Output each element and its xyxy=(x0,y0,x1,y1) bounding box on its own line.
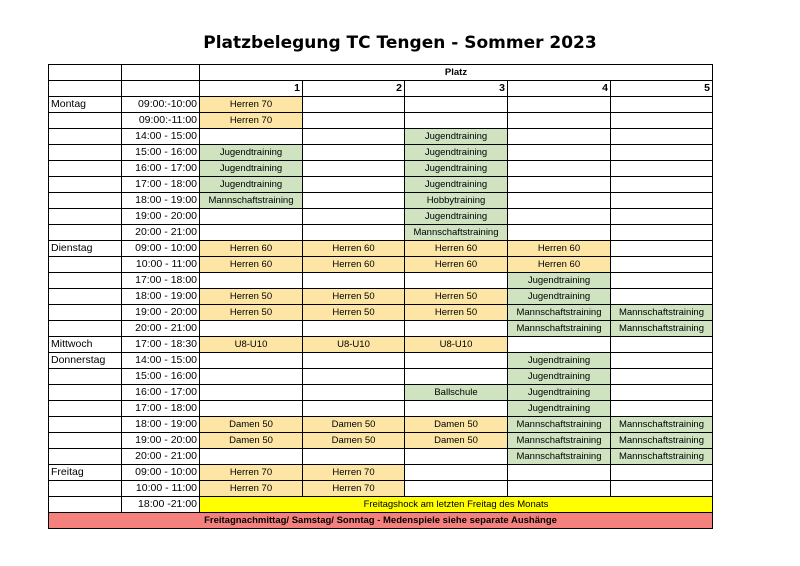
court-slot: Mannschaftstraining xyxy=(508,449,611,465)
freitagshock-notice: Freitagshock am letzten Freitag des Monats xyxy=(200,497,713,513)
court-slot: Mannschaftstraining xyxy=(611,305,713,321)
court-slot: Herren 60 xyxy=(508,241,611,257)
court-slot xyxy=(303,321,405,337)
court-slot xyxy=(303,113,405,129)
court-number: 1 xyxy=(200,81,303,97)
court-slot xyxy=(303,145,405,161)
time-cell: 15:00 - 16:00 xyxy=(122,145,200,161)
day-cell xyxy=(49,161,122,177)
court-slot xyxy=(303,97,405,113)
court-slot: Jugendtraining xyxy=(200,161,303,177)
court-slot: Jugendtraining xyxy=(508,289,611,305)
schedule-row xyxy=(49,417,713,433)
court-slot: Jugendtraining xyxy=(508,369,611,385)
time-cell: 19:00 - 20:00 xyxy=(122,433,200,449)
time-cell: 20:00 - 21:00 xyxy=(122,449,200,465)
court-slot xyxy=(611,401,713,417)
court-slot: Herren 60 xyxy=(303,257,405,273)
court-slot: U8-U10 xyxy=(405,337,508,353)
court-slot xyxy=(611,97,713,113)
day-cell xyxy=(49,113,122,129)
court-slot xyxy=(508,193,611,209)
schedule-row xyxy=(49,465,713,481)
time-cell: 09:00:-11:00 xyxy=(122,113,200,129)
court-slot: Herren 50 xyxy=(405,305,508,321)
time-cell: 17:00 - 18:00 xyxy=(122,401,200,417)
court-slot: Mannschaftstraining xyxy=(611,321,713,337)
court-slot xyxy=(303,161,405,177)
court-slot: Herren 70 xyxy=(303,465,405,481)
day-cell xyxy=(49,225,122,241)
medenspiele-notice: Freitagnachmittag/ Samstag/ Sonntag - Medenspiele siehe separate Aushänge xyxy=(49,513,713,529)
court-slot: Mannschaftstraining xyxy=(508,417,611,433)
court-slot: Damen 50 xyxy=(303,433,405,449)
court-slot xyxy=(200,209,303,225)
day-cell xyxy=(49,273,122,289)
court-slot: Jugendtraining xyxy=(405,129,508,145)
day-cell: Freitag xyxy=(49,465,122,481)
court-slot xyxy=(508,129,611,145)
day-cell: Dienstag xyxy=(49,241,122,257)
court-slot: Herren 50 xyxy=(303,305,405,321)
schedule-row xyxy=(49,241,713,257)
time-cell: 17:00 - 18:00 xyxy=(122,273,200,289)
court-slot xyxy=(303,353,405,369)
court-slot: Mannschaftstraining xyxy=(508,305,611,321)
schedule-row xyxy=(49,449,713,465)
court-slot: Jugendtraining xyxy=(508,353,611,369)
day-cell xyxy=(49,481,122,497)
court-slot xyxy=(508,161,611,177)
court-slot: Mannschaftstraining xyxy=(611,417,713,433)
day-cell xyxy=(49,449,122,465)
court-slot: Mannschaftstraining xyxy=(405,225,508,241)
court-slot xyxy=(303,449,405,465)
schedule-row xyxy=(49,97,713,113)
court-slot: Mannschaftstraining xyxy=(611,449,713,465)
court-slot: Jugendtraining xyxy=(508,401,611,417)
court-slot: Mannschaftstraining xyxy=(508,433,611,449)
court-slot: Jugendtraining xyxy=(405,161,508,177)
court-number: 3 xyxy=(405,81,508,97)
time-cell: 10:00 - 11:00 xyxy=(122,257,200,273)
court-slot xyxy=(405,353,508,369)
court-slot: Jugendtraining xyxy=(405,209,508,225)
page-title: Platzbelegung TC Tengen - Sommer 2023 xyxy=(203,33,597,53)
court-slot xyxy=(200,321,303,337)
court-slot xyxy=(405,465,508,481)
day-cell: Mittwoch xyxy=(49,337,122,353)
court-slot: Damen 50 xyxy=(405,417,508,433)
court-slot: Herren 70 xyxy=(200,113,303,129)
court-slot: Herren 60 xyxy=(405,241,508,257)
time-cell: 20:00 - 21:00 xyxy=(122,321,200,337)
time-cell: 16:00 - 17:00 xyxy=(122,161,200,177)
day-cell xyxy=(49,305,122,321)
court-slot xyxy=(405,449,508,465)
day-cell xyxy=(49,417,122,433)
court-slot xyxy=(508,465,611,481)
court-slot xyxy=(200,353,303,369)
court-slot xyxy=(405,113,508,129)
court-slot: Herren 50 xyxy=(405,289,508,305)
court-slot: Jugendtraining xyxy=(508,273,611,289)
platz-header-row xyxy=(49,65,713,81)
day-cell xyxy=(49,129,122,145)
court-slot xyxy=(611,145,713,161)
court-slot xyxy=(611,113,713,129)
day-cell xyxy=(49,145,122,161)
time-cell: 14:00 - 15:00 xyxy=(122,129,200,145)
time-cell: 18:00 - 19:00 xyxy=(122,289,200,305)
court-slot: Herren 60 xyxy=(508,257,611,273)
day-cell xyxy=(49,497,122,513)
court-slot xyxy=(303,385,405,401)
time-cell: 17:00 - 18:00 xyxy=(122,177,200,193)
schedule-row xyxy=(49,337,713,353)
court-slot: Herren 50 xyxy=(200,289,303,305)
schedule-row xyxy=(49,369,713,385)
court-slot xyxy=(200,129,303,145)
court-slot xyxy=(200,369,303,385)
court-slot xyxy=(611,129,713,145)
court-slot xyxy=(611,369,713,385)
time-cell: 17:00 - 18:30 xyxy=(122,337,200,353)
footer-row xyxy=(49,513,713,529)
court-slot: Herren 70 xyxy=(200,481,303,497)
time-cell: 20:00 - 21:00 xyxy=(122,225,200,241)
court-slot xyxy=(611,209,713,225)
day-cell xyxy=(49,385,122,401)
day-cell xyxy=(49,289,122,305)
court-slot xyxy=(508,145,611,161)
court-slot: Mannschaftstraining xyxy=(508,321,611,337)
schedule-row xyxy=(49,289,713,305)
court-slot: Herren 60 xyxy=(200,257,303,273)
court-slot xyxy=(200,449,303,465)
court-slot xyxy=(508,481,611,497)
court-slot xyxy=(611,273,713,289)
day-cell: Donnerstag xyxy=(49,353,122,369)
day-cell xyxy=(49,177,122,193)
court-slot xyxy=(611,161,713,177)
court-slot: Herren 70 xyxy=(200,465,303,481)
freitag-evening-row xyxy=(49,497,713,513)
schedule-row xyxy=(49,225,713,241)
court-slot xyxy=(303,225,405,241)
court-slot xyxy=(611,193,713,209)
court-number: 2 xyxy=(303,81,405,97)
court-slot xyxy=(303,177,405,193)
court-slot: Herren 60 xyxy=(303,241,405,257)
court-slot xyxy=(303,209,405,225)
court-slot: Mannschaftstraining xyxy=(611,433,713,449)
court-slot xyxy=(611,241,713,257)
court-slot: Damen 50 xyxy=(405,433,508,449)
time-cell: 09:00 - 10:00 xyxy=(122,465,200,481)
court-number-row xyxy=(49,81,713,97)
schedule-row xyxy=(49,401,713,417)
time-cell: 09:00:-10:00 xyxy=(122,97,200,113)
court-slot: Mannschaftstraining xyxy=(200,193,303,209)
day-cell xyxy=(49,193,122,209)
time-cell: 19:00 - 20:00 xyxy=(122,305,200,321)
schedule-row xyxy=(49,353,713,369)
schedule-row xyxy=(49,193,713,209)
court-slot xyxy=(303,193,405,209)
court-slot xyxy=(405,273,508,289)
court-slot xyxy=(611,353,713,369)
court-slot: Herren 60 xyxy=(405,257,508,273)
court-slot: Herren 70 xyxy=(200,97,303,113)
court-slot xyxy=(303,369,405,385)
court-slot xyxy=(508,225,611,241)
court-slot xyxy=(303,129,405,145)
court-slot: Herren 70 xyxy=(303,481,405,497)
court-slot xyxy=(611,289,713,305)
court-slot: U8-U10 xyxy=(200,337,303,353)
day-cell xyxy=(49,257,122,273)
time-cell: 09:00 - 10:00 xyxy=(122,241,200,257)
court-slot xyxy=(508,97,611,113)
court-slot xyxy=(611,177,713,193)
schedule-row xyxy=(49,257,713,273)
schedule-row xyxy=(49,273,713,289)
time-cell: 10:00 - 11:00 xyxy=(122,481,200,497)
time-cell: 16:00 - 17:00 xyxy=(122,385,200,401)
platz-header: Platz xyxy=(200,65,713,81)
court-slot: Herren 50 xyxy=(303,289,405,305)
time-cell: 18:00 -21:00 xyxy=(122,497,200,513)
court-slot xyxy=(508,177,611,193)
schedule-row xyxy=(49,161,713,177)
schedule-row xyxy=(49,129,713,145)
day-cell xyxy=(49,369,122,385)
day-cell xyxy=(49,209,122,225)
day-cell xyxy=(49,401,122,417)
court-slot: Jugendtraining xyxy=(200,145,303,161)
court-slot xyxy=(405,401,508,417)
court-slot xyxy=(405,97,508,113)
court-slot: Damen 50 xyxy=(200,433,303,449)
court-slot xyxy=(611,257,713,273)
court-slot xyxy=(200,273,303,289)
court-slot: Jugendtraining xyxy=(508,385,611,401)
court-slot: Jugendtraining xyxy=(405,145,508,161)
court-slot xyxy=(405,321,508,337)
court-slot xyxy=(200,225,303,241)
schedule-row xyxy=(49,385,713,401)
court-number: 4 xyxy=(508,81,611,97)
court-slot xyxy=(508,209,611,225)
court-slot: Herren 60 xyxy=(200,241,303,257)
schedule-row xyxy=(49,321,713,337)
court-slot xyxy=(405,481,508,497)
court-slot xyxy=(611,337,713,353)
court-slot: U8-U10 xyxy=(303,337,405,353)
day-cell xyxy=(49,321,122,337)
court-slot xyxy=(611,385,713,401)
time-cell: 18:00 - 19:00 xyxy=(122,417,200,433)
schedule-row xyxy=(49,305,713,321)
court-slot xyxy=(611,225,713,241)
court-slot: Herren 50 xyxy=(200,305,303,321)
time-cell: 15:00 - 16:00 xyxy=(122,369,200,385)
schedule-row xyxy=(49,113,713,129)
schedule-row xyxy=(49,177,713,193)
schedule-row xyxy=(49,481,713,497)
schedule-table xyxy=(48,64,713,529)
court-slot: Damen 50 xyxy=(200,417,303,433)
time-cell: 19:00 - 20:00 xyxy=(122,209,200,225)
time-cell: 18:00 - 19:00 xyxy=(122,193,200,209)
court-slot: Hobbytraining xyxy=(405,193,508,209)
schedule-row xyxy=(49,209,713,225)
court-slot xyxy=(200,401,303,417)
court-slot xyxy=(611,465,713,481)
time-cell: 14:00 - 15:00 xyxy=(122,353,200,369)
court-slot xyxy=(405,369,508,385)
court-slot: Jugendtraining xyxy=(200,177,303,193)
court-slot: Damen 50 xyxy=(303,417,405,433)
court-slot xyxy=(508,337,611,353)
court-slot xyxy=(303,401,405,417)
court-slot xyxy=(611,481,713,497)
court-slot xyxy=(508,113,611,129)
court-number: 5 xyxy=(611,81,713,97)
court-slot xyxy=(200,385,303,401)
court-slot: Jugendtraining xyxy=(405,177,508,193)
court-slot xyxy=(303,273,405,289)
schedule-row xyxy=(49,433,713,449)
day-cell xyxy=(49,433,122,449)
court-slot: Ballschule xyxy=(405,385,508,401)
schedule-row xyxy=(49,145,713,161)
day-cell: Montag xyxy=(49,97,122,113)
